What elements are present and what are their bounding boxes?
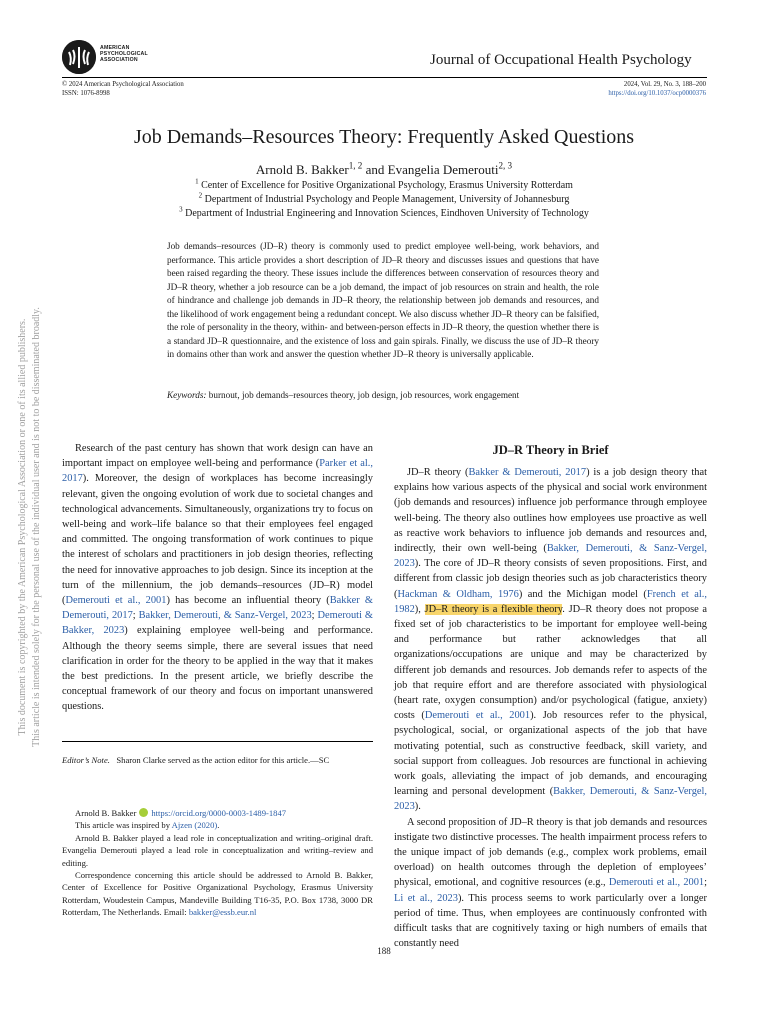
text: JD–R theory ( <box>407 467 469 478</box>
paragraph <box>394 465 707 815</box>
editor-note-label: Editor’s Note. <box>62 755 110 765</box>
text: ). This process seems to work particularly over a longer period of time. Thus, when employees are continuously confronted with difficult tasks that are cognitively taxing or high numbers of emails that constantly need <box>394 892 707 950</box>
affiliation <box>0 205 768 219</box>
apa-logo-text: AMERICAN PSYCHOLOGICAL ASSOCIATION <box>100 45 148 64</box>
volume-info: 2024, Vol. 29, No. 3, 188–200 <box>623 81 706 88</box>
text: ) and the Michigan model ( <box>518 588 647 600</box>
affil-number: 2 <box>198 191 203 200</box>
editor-note-text: Sharon Clarke served as the action editor for this article.—SC <box>116 755 330 765</box>
text: A second proposition of JD–R theory is that job demands and resources instigate two distinctive processes. The health impairment process refers to the unique impact of job demands (e.g., complex work problems, email overload) on health outcomes through the depletion of employees’ physical, emotional, and cognitive resources (e.g., <box>394 816 707 889</box>
text: ). Moreover, the design of workplaces has become increasingly relevant, given the ongoing evolution of work due to societal changes and technological advancements. Simultaneously, organizations try to focus on well-being and work–life balance so that their employees feel engaged and committed. The ongoing transformation of work continues to pique the interest of scholars and practitioners in job design theories, reflecting the need for innovative approaches to job design. Since its inception at the turn of the millennium, the job demands–resources (JD–R) model ( <box>62 473 373 607</box>
citation-link[interactable]: Bakker, Demerouti, & Sanz-Vergel, 2023 <box>394 786 708 813</box>
email-link[interactable]: bakker@essb.eur.nl <box>188 907 257 918</box>
citation-link[interactable]: Li et al., 2023 <box>394 892 458 904</box>
citation-link[interactable]: Parker et al., 2017 <box>62 458 373 485</box>
article-title: Job Demands–Resources Theory: Frequently Asked Questions <box>133 126 635 148</box>
affil-text: Center of Excellence for Positive Organizational Psychology, Erasmus University Rotterdam <box>201 180 573 191</box>
footnote-contributions: Arnold B. Bakker played a lead role in conceptualization and writing–original draft. Evangelia Demerouti played a lead role in conceptualization and writing–review and editing. <box>62 832 373 868</box>
text: ), <box>414 603 425 615</box>
keywords <box>167 390 599 400</box>
editor-note <box>62 755 373 765</box>
journal-name: Journal of Occupational Health Psychology <box>430 52 692 68</box>
doi-link[interactable]: https://doi.org/10.1037/ocp0000376 <box>608 89 706 97</box>
right-column <box>394 465 707 952</box>
section-heading: JD–R Theory in Brief <box>492 443 609 457</box>
author-name: Arnold B. Bakker <box>255 162 349 177</box>
citation-link[interactable]: Hackman & Oldham, 1976 <box>397 588 519 600</box>
author-affil-sup: 2, 3 <box>498 160 513 171</box>
orcid-icon <box>139 808 148 817</box>
text: ) has become an influential theory ( <box>166 595 330 607</box>
abstract: Job demands–resources (JD–R) theory is commonly used to predict employee well-being, work behaviors, and performance. This article provides a short description of JD–R theory and discusses issues and questions that have been raised regarding the theory. These issues include the differences between conservation of resources theory and JD–R theory, whether a job resource can be a job demand, the impact of job resources on strain and health, the role of hindrance and challenge job demands in JD–R theory, the relationship between job demands and resources, and the likelihood of work engagement being a redundant concept. We also discuss whether JD–R theory can be falsified, the role of personality in the theory, within- and between-person effects in JD–R theory, the question whether there is a standard JD–R questionnaire, and the existence of loss and gain spirals. Finally, we discuss the use of JD–R theory in domains other than work and answer the question whether JD–R theory is universally applicable. <box>167 241 599 359</box>
text: This article was inspired by <box>75 820 172 831</box>
citation-link[interactable]: Demerouti & Bakker, 2023 <box>62 610 373 637</box>
issn: ISSN: 1076-8998 <box>62 89 110 97</box>
text: ). <box>414 801 421 813</box>
text: ) explaining employee well-being and performance. Although the theory seems simple, there are several issues that need clarification in order for the theory to be applied in the way that it makes the best predictions. In the present article, we briefly describe the conceptual framework of our theory and focus on important unanswered questions. <box>62 625 373 713</box>
text: Arnold B. Bakker <box>75 808 137 818</box>
text: ). Job resources refer to the physical, psychological, social, or organizational aspects of the job that have motivating potential, such as constructive feedback, skill variety, and social support from colleagues. Job resources are functional in achieving work goals, alleviating the impact of job demands, and encouraging learning and personal development ( <box>394 710 707 798</box>
text: Research of the past century has shown that work design can have an important impact on employee well-being and performance ( <box>62 443 373 470</box>
affil-text: Department of Industrial Psychology and People Management, University of Johannesburg <box>204 194 570 205</box>
author-list <box>0 162 768 178</box>
paragraph <box>62 441 373 715</box>
affiliation <box>0 177 768 191</box>
side-notice-line: This article is intended solely for the personal use of the individual user and is not to be disseminated broadly. <box>31 307 42 747</box>
citation-link[interactable]: Demerouti et al., 2001 <box>608 877 705 889</box>
author-name: Evangelia Demerouti <box>387 162 499 177</box>
footnote-orcid <box>62 807 373 819</box>
citation-link[interactable]: Demerouti et al., 2001 <box>424 710 531 722</box>
apa-logo-icon <box>62 40 96 74</box>
citation-link[interactable]: Bakker & Demerouti, 2017 <box>468 467 587 478</box>
editor-note-rule <box>62 741 373 742</box>
citation-link[interactable]: French et al., 1982 <box>394 588 707 615</box>
author-affil-sup: 1, 2 <box>348 160 363 171</box>
author-conjunction: and <box>365 162 385 177</box>
copyright-side-notice <box>16 27 44 1027</box>
text: ; <box>311 610 318 622</box>
left-column <box>62 441 373 715</box>
paragraph <box>394 815 707 952</box>
keywords-label: Keywords: <box>167 390 207 400</box>
author-footnote <box>62 807 373 919</box>
affil-number: 1 <box>195 177 199 186</box>
orcid-link[interactable]: https://orcid.org/0000-0003-1489-1847 <box>151 808 287 818</box>
citation-link[interactable]: Bakker & Demerouti, 2017 <box>62 595 373 622</box>
citation-link[interactable]: Bakker, Demerouti, & Sanz-Vergel, 2023 <box>138 610 312 622</box>
text: ; <box>132 610 139 622</box>
text: ) is a job design theory that explains how various aspects of the physical and social work environment (job demands and resources) influence job performance through employee well-being. The theory also outlines how employees use proactive as well as reactive work behaviors to influence job demands and resources and, indirectly, their own well-being ( <box>394 467 707 555</box>
publication-info-left <box>62 81 184 98</box>
footnote-inspiration <box>62 819 373 831</box>
citation-link[interactable]: Bakker, Demerouti, & Sanz-Vergel, 2023 <box>394 543 707 570</box>
keywords-text: burnout, job demands–resources theory, job design, job resources, work engagement <box>208 390 520 400</box>
citation-link[interactable]: Ajzen (2020) <box>171 820 218 831</box>
citation-link[interactable]: Demerouti et al., 2001 <box>65 595 167 607</box>
affil-number: 3 <box>179 205 183 214</box>
side-notice-line: This document is copyrighted by the American Psychological Association or one of its allied publishers. <box>17 318 28 736</box>
text: . JD–R theory does not propose a fixed set of job characteristics to be important for employee well-being and performance but rather acknowledges that all organizations/occupations are unique and may be characterized by different job demands and resources. Job demands refer to aspects of the job that require effort and are therefore associated with physiological (heart rate, oxygen consumption) and/or psychological (fatigue, anxiety) costs ( <box>394 603 708 722</box>
footnote-correspondence <box>62 869 373 919</box>
page-number: 188 <box>377 946 391 956</box>
affil-text: Department of Industrial Engineering and Innovation Sciences, Eindhoven University of Technology <box>185 208 589 219</box>
highlighted-text: JD–R theory is a flexible theory <box>424 603 563 615</box>
header-rule <box>62 77 707 78</box>
copyright: © 2024 American Psychological Association <box>62 81 184 88</box>
text: ). The core of JD–R theory consists of seven propositions. First, and different from classic job design theories such as job characteristics theory ( <box>394 558 707 600</box>
text: ; <box>704 877 707 889</box>
publication-info-right <box>608 81 706 98</box>
affiliation <box>0 191 768 205</box>
text: . <box>217 820 220 831</box>
text: Correspondence concerning this article should be addressed to Arnold B. Bakker, Center of Excellence for Positive Organizational Psychology, Erasmus University Rotterdam, Woudestein Campus, Mandeville Building T16-35, P.O. Box 1738, 3000 DR Rotterdam, The Netherlands. Email: <box>62 870 373 918</box>
